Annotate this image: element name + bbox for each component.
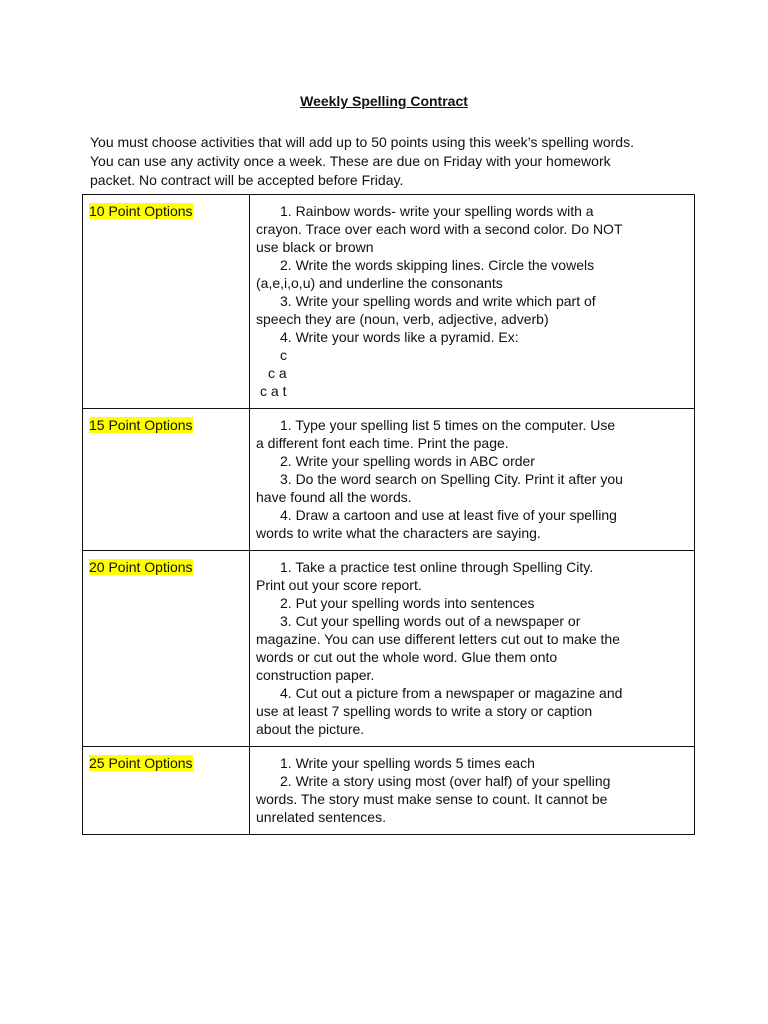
- option-label-cell: [83, 409, 250, 551]
- table-row: [83, 551, 695, 747]
- option-label: 25 Point Options: [89, 755, 193, 771]
- activity-line: 1. Write your spelling words 5 times each: [280, 755, 535, 771]
- activity-line: words to write what the characters are saying.: [256, 525, 541, 541]
- intro-line: You must choose activities that will add up to 50 points using this week’s spelling words.: [90, 134, 634, 150]
- activity-line: 3. Write your spelling words and write which part of: [280, 293, 596, 309]
- pyramid-line: c a: [268, 365, 287, 381]
- activity-line: 2. Put your spelling words into sentences: [280, 595, 535, 611]
- option-activities-cell: [250, 195, 695, 409]
- option-activities-cell: [250, 747, 695, 835]
- activity-line: crayon. Trace over each word with a second color. Do NOT: [256, 221, 623, 237]
- page-title: Weekly Spelling Contract: [300, 93, 468, 109]
- activity-line: speech they are (noun, verb, adjective, adverb): [256, 311, 549, 327]
- option-label: 20 Point Options: [89, 559, 193, 575]
- option-label: 15 Point Options: [89, 417, 193, 433]
- activity-line: 4. Cut out a picture from a newspaper or magazine and: [280, 685, 623, 701]
- activity-line: words. The story must make sense to count. It cannot be: [256, 791, 608, 807]
- activity-line: 4. Write your words like a pyramid. Ex:: [280, 329, 519, 345]
- activity-line: use at least 7 spelling words to write a story or caption: [256, 703, 593, 719]
- activity-line: 3. Do the word search on Spelling City. Print it after you: [280, 471, 623, 487]
- activity-line: 2. Write the words skipping lines. Circle the vowels: [280, 257, 595, 273]
- activity-line: about the picture.: [256, 721, 365, 737]
- pyramid-line: c a t: [260, 383, 287, 399]
- activity-line: 1. Rainbow words- write your spelling words with a: [280, 203, 594, 219]
- intro-line: You can use any activity once a week. These are due on Friday with your homework: [90, 153, 611, 169]
- option-activities-cell: [250, 409, 695, 551]
- table-row: [83, 747, 695, 835]
- activity-line: 2. Write a story using most (over half) of your spelling: [280, 773, 611, 789]
- activity-line: 4. Draw a cartoon and use at least five of your spelling: [280, 507, 617, 523]
- option-activities-cell: [250, 551, 695, 747]
- option-label: 10 Point Options: [89, 203, 193, 219]
- option-label-cell: [83, 195, 250, 409]
- activity-line: a different font each time. Print the page.: [256, 435, 509, 451]
- pyramid-line: c: [280, 347, 287, 363]
- option-label-cell: [83, 551, 250, 747]
- table-row: [83, 409, 695, 551]
- activity-line: have found all the words.: [256, 489, 412, 505]
- table-row: [83, 195, 695, 409]
- contract-table: [82, 194, 695, 835]
- intro-line: packet. No contract will be accepted before Friday.: [90, 172, 404, 188]
- activity-line: construction paper.: [256, 667, 375, 683]
- activity-line: magazine. You can use different letters cut out to make the: [256, 631, 620, 647]
- activity-line: words or cut out the whole word. Glue them onto: [256, 649, 558, 665]
- activity-line: (a,e,i,o,u) and underline the consonants: [256, 275, 503, 291]
- activity-line: 2. Write your spelling words in ABC order: [280, 453, 535, 469]
- activity-line: Print out your score report.: [256, 577, 422, 593]
- activity-line: unrelated sentences.: [256, 809, 386, 825]
- activity-line: 1. Type your spelling list 5 times on the computer. Use: [280, 417, 616, 433]
- option-label-cell: [83, 747, 250, 835]
- activity-line: use black or brown: [256, 239, 374, 255]
- activity-line: 3. Cut your spelling words out of a newspaper or: [280, 613, 581, 629]
- activity-line: 1. Take a practice test online through Spelling City.: [280, 559, 594, 575]
- intro-paragraph: [90, 133, 690, 190]
